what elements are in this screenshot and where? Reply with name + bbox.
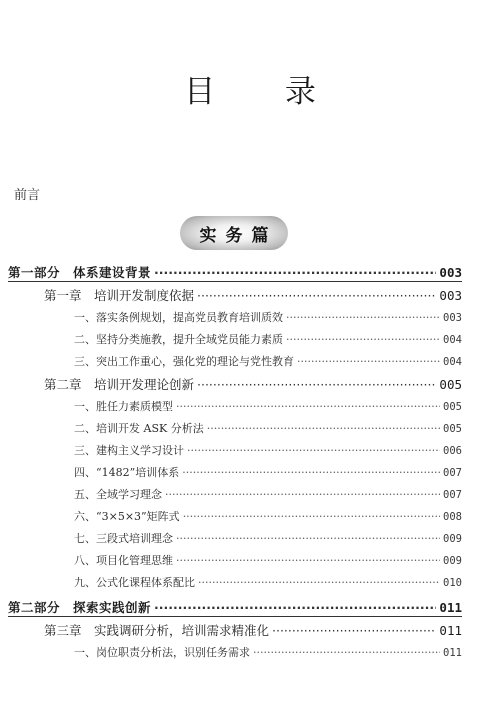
- dot-leader: [187, 444, 440, 457]
- dot-leader: [176, 400, 440, 413]
- toc-section[interactable]: [74, 552, 462, 568]
- toc-section[interactable]: [74, 398, 462, 414]
- dot-leader: [165, 488, 440, 501]
- toc-section-label: 一、落实条例规划，提高党员教育培训质效: [74, 311, 283, 324]
- dot-leader: [207, 422, 440, 435]
- toc-page-number: 003: [439, 265, 462, 280]
- dot-leader: [272, 623, 436, 638]
- toc-section-label: 四、“1482”培训体系: [74, 466, 180, 479]
- toc-section[interactable]: [74, 486, 462, 502]
- toc-part-2[interactable]: [8, 598, 462, 616]
- toc-section-label: 一、胜任力素质模型: [74, 400, 173, 413]
- toc-section-label: 六、“3×5×3”矩阵式: [74, 510, 180, 523]
- toc-chapter-label: 第二章 培训开发理论创新: [44, 377, 195, 392]
- toc-page-number: 007: [443, 489, 462, 501]
- toc-page-number: 003: [443, 312, 462, 324]
- toc-part-label: 第二部分 探索实践创新: [8, 600, 152, 615]
- section-banner-label: 实务篇: [199, 225, 278, 246]
- toc-section[interactable]: [74, 420, 462, 436]
- toc-section[interactable]: [74, 574, 462, 590]
- page-title: 目 录: [184, 74, 346, 110]
- toc-page-number: 009: [443, 555, 462, 567]
- toc-section[interactable]: [74, 442, 462, 458]
- dot-leader: [197, 377, 436, 392]
- toc-chapter-label: 第三章 实践调研分析，培训需求精准化: [44, 623, 270, 638]
- toc-section-label: 二、培训开发 ASK 分析法: [74, 422, 204, 435]
- toc-section[interactable]: [74, 309, 462, 325]
- dot-leader: [198, 576, 440, 589]
- toc-page-number: 011: [439, 600, 462, 615]
- toc-page-number: 005: [439, 377, 462, 392]
- toc-section-label: 八、项目化管理思维: [74, 554, 173, 567]
- dot-leader: [183, 510, 440, 523]
- toc-page-number: 011: [439, 623, 462, 638]
- toc-page-number: 005: [443, 401, 462, 413]
- section-banner: [180, 216, 288, 250]
- toc-page-number: 008: [443, 511, 462, 523]
- toc-part-label: 第一部分 体系建设背景: [8, 265, 152, 280]
- toc-chapter-1[interactable]: [44, 286, 462, 304]
- toc-chapter-label: 第一章 培训开发制度依据: [44, 288, 195, 303]
- toc-section[interactable]: [74, 464, 462, 480]
- toc-section-label: 一、岗位职责分析法，识别任务需求: [74, 646, 250, 659]
- toc-section[interactable]: [74, 530, 462, 546]
- toc-page-number: 006: [443, 445, 462, 457]
- toc-page-number: 010: [443, 577, 462, 589]
- toc-page-number: 011: [443, 647, 462, 659]
- dot-leader: [297, 355, 440, 368]
- dot-leader: [182, 466, 440, 479]
- dot-leader: [176, 554, 440, 567]
- dot-leader: [286, 333, 440, 346]
- toc-page-number: 003: [439, 288, 462, 303]
- toc-page-number: 007: [443, 467, 462, 479]
- dot-leader: [176, 532, 440, 545]
- toc-page-number: 005: [443, 423, 462, 435]
- toc-section[interactable]: [74, 508, 462, 524]
- dot-leader: [154, 600, 436, 615]
- toc-section-label: 二、坚持分类施教，提升全域党员能力素质: [74, 333, 283, 346]
- toc-section[interactable]: [74, 644, 462, 660]
- toc-section-label: 九、公式化课程体系配比: [74, 576, 195, 589]
- toc-chapter-2[interactable]: [44, 375, 462, 393]
- part-divider: [8, 616, 462, 617]
- toc-page-number: 004: [443, 356, 462, 368]
- toc-section[interactable]: [74, 331, 462, 347]
- toc-part-1[interactable]: [8, 263, 462, 281]
- dot-leader: [253, 646, 440, 659]
- dot-leader: [154, 265, 436, 280]
- toc-page-number: 009: [443, 533, 462, 545]
- dot-leader: [286, 311, 440, 324]
- dot-leader: [197, 288, 436, 303]
- toc-section-label: 七、三段式培训理念: [74, 532, 173, 545]
- toc-section-label: 三、建构主义学习设计: [74, 444, 184, 457]
- toc-section[interactable]: [74, 353, 462, 369]
- part-divider: [8, 281, 462, 282]
- toc-section-label: 三、突出工作重心，强化党的理论与党性教育: [74, 355, 294, 368]
- toc-chapter-3[interactable]: [44, 621, 462, 639]
- toc-section-label: 五、全域学习理念: [74, 488, 162, 501]
- toc-page-number: 004: [443, 334, 462, 346]
- preface-entry[interactable]: 前言: [14, 188, 41, 203]
